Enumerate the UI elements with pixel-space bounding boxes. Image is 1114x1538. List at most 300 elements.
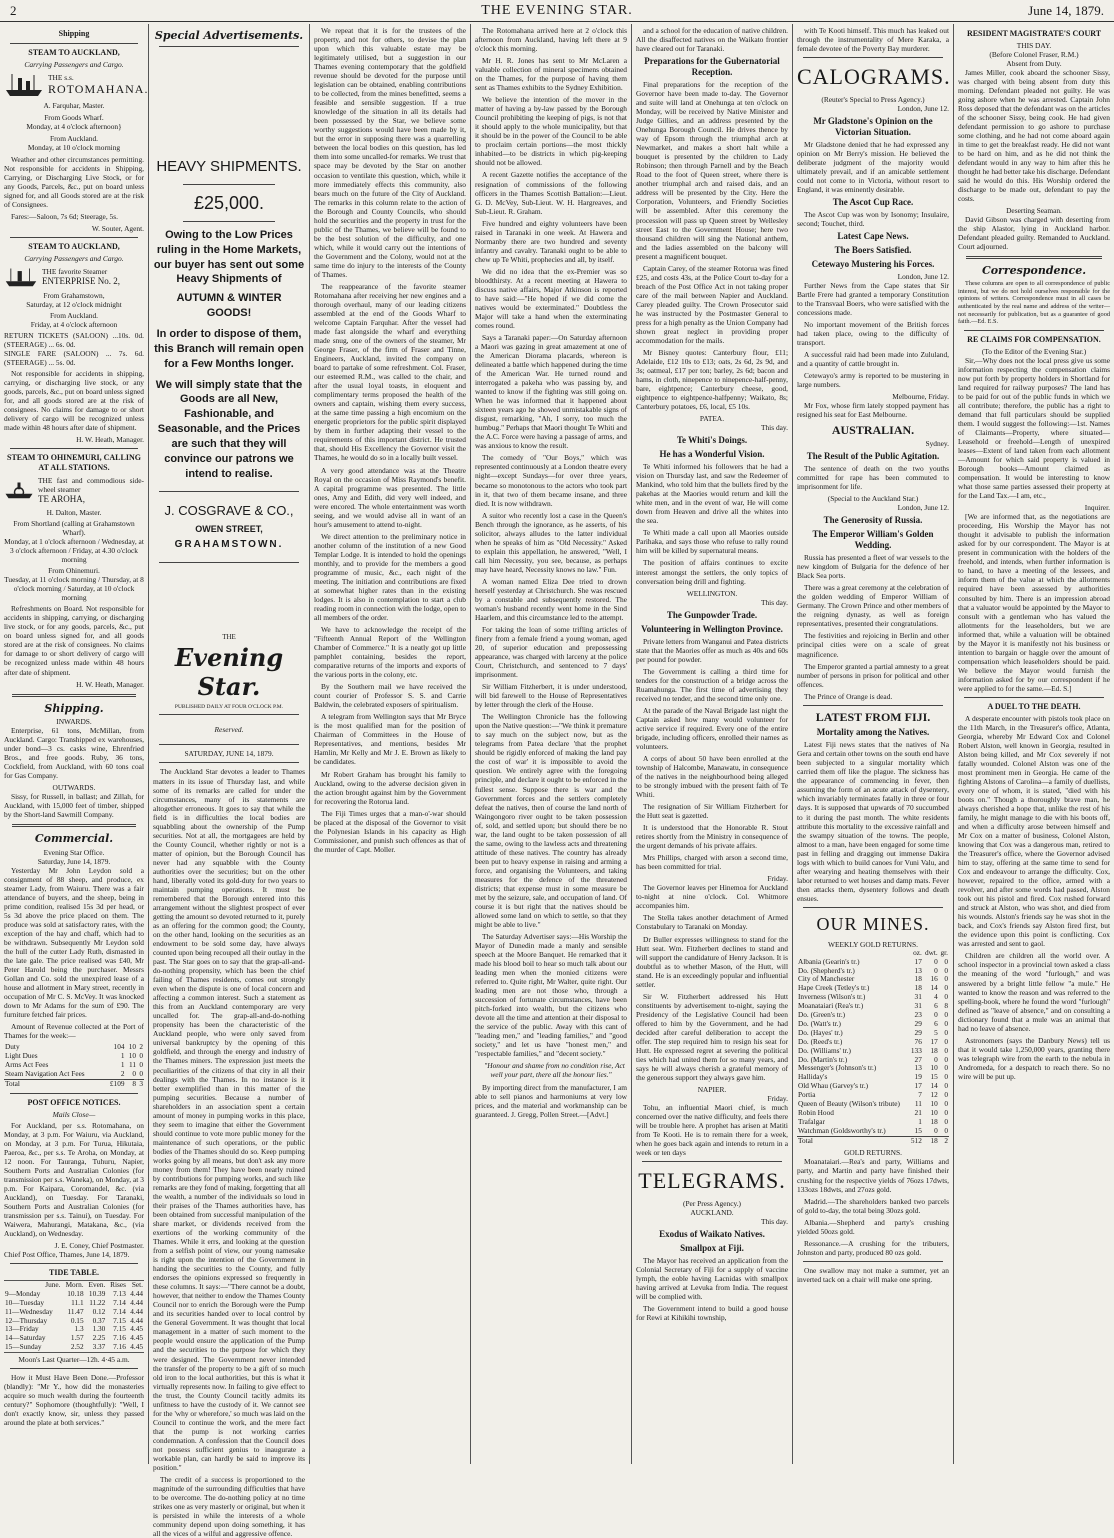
ad-notice: Weather and other circumstances permitting. Not responsible for accidents in Shipping, Carrying, or Discharging Live Stock, or for any Goods, Parcels, &c., put on board unless signed for, and all Goods stored are at the risk of Consignees. xyxy=(4,154,144,209)
news-paragraph: We direct attention to the preliminary notice in another column of the institution of a new Good Templar Lodge. It is intended to hold the openings monthly, and to provide for the members a good programme of music, &c., each night of the meeting. The initiation and contributions are fixed at somewhat higher rates than in the existing lodges. It is also in contemplation to start a club reading room in connection with the lodge, open to all members of the order. xyxy=(314,531,466,622)
news-paragraph: The Rotomahana arrived here at 2 o'clock this afternoon from Auckland, having left there at 9 o'clock this morning. xyxy=(475,26,627,54)
revenue-pence: 0 xyxy=(139,1069,143,1079)
tide-cell: 3.37 xyxy=(92,1342,106,1352)
mine-name: Halliday's xyxy=(798,1072,828,1082)
ad-goods: AUTUMN & WINTER GOODS! xyxy=(176,292,282,320)
tide-cell: 0.15 xyxy=(70,1315,84,1325)
tide-cell: 1.3 xyxy=(74,1324,84,1334)
mine-name: Watchman (Goldsworthy's tr.) xyxy=(798,1125,886,1135)
page-number: 2 xyxy=(10,2,17,18)
revenue-row xyxy=(4,1079,144,1088)
revenue-table xyxy=(4,1043,144,1088)
mine-name: Messenger's (Johnson's tr.) xyxy=(798,1063,877,1073)
tide-cell: 4.45 xyxy=(130,1324,143,1334)
tide-cell: 4.44 xyxy=(130,1288,143,1298)
news-paragraph: No important movement of the British forces had taken place, owing to the difficulty of transport. xyxy=(797,320,949,348)
returns-value: 0 xyxy=(944,1010,948,1020)
tide-cell: 11.22 xyxy=(89,1297,106,1307)
returns-value: 0 xyxy=(934,965,938,975)
returns-value: 6 xyxy=(934,1001,938,1011)
mine-name: Portia xyxy=(798,1090,816,1100)
column-court-correspondence xyxy=(958,26,1110,1464)
news-paragraph: For taking the loan of some trifling articles of finery from a female friend a young woman, aged 20, of superior education and prepossessing appearance, was charged with larceny at the police Court, Christchurch, and sentenced to 7 days' imprisonment. xyxy=(475,624,627,680)
news-paragraph: There was a great ceremony at the celebration of the golden wedding of Emperor William of Germany. The Crown Prince and other members of the reigning dynasty, as well as foreign representatives, presented their congratulations. xyxy=(797,583,949,629)
news-paragraph: It is understood that the Honorable R. Stout retires shortly from the Ministry in consequence of the urgent demands of his private affairs. xyxy=(636,823,788,851)
tide-cell: 4.45 xyxy=(130,1342,143,1352)
column-rule xyxy=(631,24,632,1464)
newspaper-title: THE EVENING STAR. xyxy=(481,2,633,18)
tide-cell: 4.45 xyxy=(130,1333,143,1343)
editor-note: [We are informed that, as the negotiations are proceeding, His Worship the Mayor has not thought it advisable to publish the information asked for by our correspondent. The Mayor is at present in communication with the holders of the freehold, and intends, when further information is to hand, to have a meeting of the lessees, and inform them of the value at which the allotments required have been assessed by authorities consulted by him. There is an impression abroad that a valuator would be appointed by the Mayor to consult with a gentleman who has valued the allotments for the leaseholders, but we are informed that, while a valuation will be obtained by the Mayor it is manifestly not his business or intention to bargain or haggle over the amount of compensation which leaseholders should be paid. We believe the Mayor would furnish the information asked for by our correspondent if he were applied to for the same.—Ed. S.] xyxy=(958,512,1110,693)
ship-ad-enterprise xyxy=(4,266,144,288)
returns-value: 2 xyxy=(944,1135,948,1145)
tide-table xyxy=(4,1280,144,1353)
tide-cell: 0.37 xyxy=(92,1315,106,1325)
gold-return-item: Moanataiari.—Rea's and party, Williams and party, and Martin and party have finished their crushing for the respective yields of 76ozs 17dwts, 133ozs 18dwts, and 27ozs gold. xyxy=(797,1157,949,1194)
news-paragraph: Astronomers (says the Danbury News) tell us that it would take 1,250,000 years, granting there was telegraph wire from the earth to the nebula in Andromeda, for a despatch to reach there. So no wire will be put up. xyxy=(958,1035,1110,1081)
publication-note: PUBLISHED DAILY AT FOUR O'CLOCK P.M. xyxy=(174,703,284,710)
tide-cell: 7.15 xyxy=(113,1324,126,1334)
news-paragraph: Dr Buller expresses willingness to stand for the Hutt seat. Wm. Fitzherbert declines to stand and will support the candidature of Henry Jackson. It is doubtful as to whether Mason, of the Hutt, will stand. He is an exceedingly popular and influential settler. xyxy=(636,934,788,989)
returns-value: 6 xyxy=(934,1018,938,1028)
news-paragraph: The Ascot Cup was won by Isonomy; Insulaire, second; Touchet, third. xyxy=(797,210,949,229)
news-paragraph: Te Whiti made a call upon all Maories outside Parihaka, and says those who refuse to rally round him will be killed by supernatural means. xyxy=(636,528,788,556)
news-paragraph: A desperate encounter with pistols took place on the 11th March, in the Treasurer's office, Atlanta, Georgia, whereby Mr Edward Cox and Colonel Robert Alston, well known in Georgia, resulted in Alston being killed, and Mr Cox severely if not fatally wounded. Colonel Alston was one of the most prominent men in Georgia. He came of the fighting Alstons of Carolina—a family of duellists, every one of whom, it is stated, "died with his boots on." Though a thoroughly brave man, he always cherished a hope that, unlike the rest of his family, he might manage to die with his boots off, and when a difficulty arose between himself and Mr Cox on a matter of business, Colonel Alston, knowing that Cox was a dangerous man, retired to the Treasurer's office, where the Governor advised him to stay, offering at the same time to send for Cox and endeavour to arrange the difficulty. Cox, however, repaired to the office, armed with a revolver, and after some words had passed, Alston took out his pistol and fired. Cox rushed forward and struck at Alston, who was shot, and died from his wounds. Alston's friends say he was shot in the back, and Cox's friends say Alston fired first, but the evidence upon this point is conflicting. Cox was arrested and sent to gaol. xyxy=(958,713,1110,949)
news-paragraph: We believe the intention of the mover in the matter of having a by-law passed by the Borough Council prohibiting the keeping of pigs, is not that it should apply to the whole municipality, but that it should be in the power of the Council to be able to proclaim certain portions—the most thickly inhabited—to be districts in which pig-keeping should not be allowed. xyxy=(475,95,627,168)
ship-ad-te-aroha xyxy=(4,476,144,505)
mine-name: Albania (Gearin's tr.) xyxy=(798,956,860,966)
letter-body: Sir,—Why does not the local press give us some information respecting the compensation claims now put forth by property holders in Shortland for land required for railway purposes? The land has to be paid for out of the public funds in which we all contribute; therefore, the public has a right to demand that full particulars should be supplied them. I would suggest the following:—1st. Names of Claimants—Property, where situated—Leasehold or freehold—Length of unexpired leases—Extent of land taken from each allotment—Amount for which said property is valued in Borough books—Amount claimed as compensation. It would be interesting to know what those same parties assessed their property at for the Land Tax.—I am, etc., xyxy=(958,355,1110,501)
returns-value: 0 xyxy=(944,983,948,993)
court-report: David Gibson was charged with deserting from the ship Alastor, lying in Auckland harbor. Defendant pleaded guilty. Remanded to Auckland. Court adjourned. xyxy=(958,215,1110,252)
departure-port: From Ohinemuri. xyxy=(48,566,100,576)
revenue-shillings: 0 xyxy=(132,1069,136,1079)
dateline: THIS DAY. xyxy=(1016,40,1052,50)
ad-amount: £25,000. xyxy=(193,192,265,213)
calograms-heading: CALOGRAMS. xyxy=(797,64,951,90)
news-paragraph: The Wellington Chronicle has the following upon the Native question:—"We think it premature to say much on the subject now, but as the telegrams from Patea declare 'that the prophet should be rigidly enforced of making the land pay the cost of war' it is impossible to avoid the question. We entirely agree with the foregoing principle, and declare it ought to be enforced in the fullest sense. Suppose there is war and the Government forces and the settlers completely defeat the natives, then of course the land north of Waingongoro river ought to be taken possession of, sold, and settled upon; but should there be no war, the land ought to be taken possession of all the same, owing to the lawless acts and threatening attitude of these natives. The country has already been put to heavy expense in raising and arming a force, and organising the Volunteers, and taking measures for the defence of the threatened districts; that expense must in some measure be met by the seizure, sale, and occupation of land. Of course it is but right that the natives should be allowed some land on which to settle, so that they might be able to live." xyxy=(475,712,627,929)
news-paragraph: A woman named Eliza Dee tried to drown herself yesterday at Christchurch. She was rescued by a constable and subsequently restored. The woman's husband recently went home in the Sind Haarlem, and this circumstance led to the attempt. xyxy=(475,576,627,622)
section-heading: Commercial. xyxy=(34,832,114,846)
returns-value: 10 xyxy=(930,1098,938,1108)
returns-value: 1 xyxy=(918,1116,922,1126)
gold-return-item: Ressonance.—A crushing for the tributers, Johnston and party, produced 80 ozs gold. xyxy=(797,1238,949,1257)
tide-cell: 14—Saturday xyxy=(5,1333,46,1343)
paddle-steamer-icon xyxy=(4,480,34,500)
tide-cell: 10.39 xyxy=(88,1288,106,1298)
returns-value: 14 xyxy=(930,983,938,993)
post-office-heading: POST OFFICE NOTICES. xyxy=(27,1097,121,1107)
ship-ad-rotomahana xyxy=(4,72,149,98)
editorial-paragraph: The credit of a success is proportioned to the magnitude of the surrounding difficulties that have to be overcome. The do-nothing policy at no time strikes one as very masterly or original, but when it is persisted in while the interests of a whole community depend upon doing something, it has all the vices of a wilful and aggressive offence. xyxy=(153,1474,305,1538)
mine-name: Robin Hood xyxy=(798,1107,834,1117)
mine-name: Do. (Green's tr.) xyxy=(798,1010,846,1020)
mine-name: Total xyxy=(798,1135,813,1145)
single-fares: SINGLE FARE (SALOON) ... 7s. 6d. (STEERAGE) ... 5s. 0d. xyxy=(4,349,144,368)
news-paragraph: Russia has presented a fleet of war vessels to the new kingdom of Bulgaria for the defence of her Black Sea ports. xyxy=(797,553,949,581)
returns-value: 0 xyxy=(944,1098,948,1108)
advertisement-notice: By importing direct from the manufacturer, I am able to sell pianos and harmoniums at very low prices, and the material and workmanship can be guaranteed. J. Gregg, Pollen Street.—[Advt.] xyxy=(475,1082,627,1119)
news-heading: Mr Gladstone's Opinion on the Victorian Situation. xyxy=(813,115,933,137)
filler-paragraph: One swallow may not make a summer, yet an inverted tack on a chair will make one spring. xyxy=(797,1265,949,1284)
tide-cell: 10—Tuesday xyxy=(5,1297,45,1307)
returns-value: 23 xyxy=(914,1010,922,1020)
section-heading: Shipping. xyxy=(44,701,104,715)
revenue-pounds: 2 xyxy=(120,1069,125,1079)
returns-value: 18 xyxy=(930,1116,938,1126)
departure-port: From Auckland. xyxy=(49,133,99,143)
news-paragraph: The Prince of Orange is dead. xyxy=(804,691,893,701)
mine-name: Do. (Shepherd's tr.) xyxy=(798,965,855,975)
post-office-notices: For Auckland, per s.s. Rotomahana, on Monday, at 3 p.m. For Waiuru, via Auckland, on Monday, at 3 p.m. For Turua, Hikutaia, Paeroa, &c., per s.s. Te Aroha, on Monday, at 12 noon. For Tauranga, Tuhuru, Napier, Southern Ports and Australian Colonies (for transmission per s.s. Waneka), on Monday, at 3 p.m. For Kaipara, Coromandel, &c. (via Auckland), on Tuesday. For Taranaki, Southern Ports and Australian Colonies (for transmission per s.s. Tainui), on Tuesday. For Waiwera, Mahurangi, Matakana, &c., (via Auckland), on Wednesday. xyxy=(4,1120,144,1239)
office-line: Evening Star Office. xyxy=(43,847,105,857)
tide-cell: 4.44 xyxy=(130,1297,143,1307)
ship-name: ROTOMAHANA. xyxy=(48,81,149,96)
revenue-item: Light Dues xyxy=(5,1051,38,1061)
tide-row xyxy=(4,1343,144,1352)
returns-value: 18 xyxy=(930,1135,938,1145)
news-paragraph: The Stella takes another detachment of Armed Constabulary to Taranaki on Monday. xyxy=(636,913,788,932)
news-paragraph: Private letters from Wanganui and Patea districts state that the Maories offer as much as 40s and 60s per pound for powder. xyxy=(636,636,788,664)
news-heading: The Boers Satisfied. xyxy=(834,245,912,256)
tide-cell: 9—Monday xyxy=(5,1288,41,1298)
ad-heading: STEAM TO AUCKLAND, xyxy=(28,47,120,57)
tide-cell: 11—Wednesday xyxy=(5,1306,53,1316)
news-paragraph: Children are children all the world over. A school inspector in a provincial town asked a class the meaning of the word "furlough," and was answered by a bright little fellow "a mule." He wanted to know the reason and was referred to the spelling-book, where he found the word "furlough" defined as "leave of absence," and on consulting a dictionary found that a mule was an animal that had no leave of absence. xyxy=(958,951,1110,1033)
news-paragraph: The Fiji Times urges that a man-o'-war should be placed at the disposal of the Governor to visit the Polynesian Islands in his capacity as High Commissioner, and punish such offences as that of the murder of Capt. Moller. xyxy=(314,808,466,854)
issue-date: June 14, 1879. xyxy=(1028,2,1104,18)
tide-cell: 7.14 xyxy=(113,1297,126,1307)
news-paragraph: Mr Gladstone denied that he had expressed any opinion on Mr Berry's mission. He believed the deliberate judgment of the majority would ultimately prevail, and if an amicable settlement could not come to in Victoria, without resort to England, it was eminently desirable. xyxy=(797,139,949,195)
returns-value: 0 xyxy=(944,1036,948,1046)
ad-notice: Refreshments on Board. Not responsible for accidents in shipping, carrying, or discharging live stock, or for any goods, parcels, &c., put on board unless signed for, and all goods stored are at the risk of consignees. No claims for damage to or short delivery of cargo will be recognized unless made within 48 hours after date of shipment. xyxy=(4,604,144,677)
returns-row xyxy=(797,1136,949,1145)
ad-heading: STEAM TO AUCKLAND, xyxy=(28,242,120,252)
dateline: Saturday, June 14, 1879. xyxy=(37,856,111,866)
departure-time: Friday, at 4 o'clock afternoon xyxy=(30,320,118,330)
column-rule xyxy=(309,24,310,1464)
subheading: INWARDS. xyxy=(56,716,92,726)
court-report: James Miller, cook aboard the schooner Sissy, was charged with being absent from duty this morning. Defendant pleaded not guilty. He was going ashore when he was arrested. Captain John Ross deposed that the defendant was on the articles of the schooner Sissy, being cook. He had given defendant permission to go ashore to purchase some clothing, and he had not come aboard again in time to get the breakfast ready. He did not want to be hard on him, and as he did not think the defendant would in any way to him after this he thought he had better take his discharge. Defendant said he would do this. His Worship ordered the discharge to be made out, defendant to pay the costs. xyxy=(958,67,1110,204)
news-paragraph: A very good attendance was at the Theatre Royal on the occasion of Miss Raymond's benefit. A capital programme was presented. The little ones, Amy and Edith, did very well indeed, and were encored. The whole entertainment was worth seeing, and we would advise all in want of an hour's amusement to attend to-night. xyxy=(314,465,466,529)
ship-name: ENTERPRISE No. 2, xyxy=(42,275,121,286)
mine-name: Do. (Watt's tr.) xyxy=(798,1018,841,1028)
news-paragraph: Further News from the Cape states that Sir Bartle Frere had granted a temporary Constitution to the Transvaal Boers, who were satisfied with the concessions made. xyxy=(797,281,949,318)
news-heading: The Emperor William's Golden Wedding. xyxy=(812,529,934,551)
revenue-pounds: 104 xyxy=(113,1042,125,1052)
tide-column-header: Even. xyxy=(88,1279,106,1289)
returns-value: 13 xyxy=(914,1063,922,1073)
column-telegrams xyxy=(636,26,788,1464)
fiji-heading: LATEST FROM FIJI. xyxy=(815,709,931,724)
ad-headline: HEAVY SHIPMENTS. xyxy=(156,158,302,176)
dateline: Friday. xyxy=(767,874,788,884)
returns-row xyxy=(797,1127,949,1136)
tide-table-heading: TIDE TABLE. xyxy=(49,1268,99,1278)
dateline: London, June 12. xyxy=(897,503,949,513)
ship-article: THE favorite Steamer xyxy=(42,266,108,276)
returns-value: 0 xyxy=(934,1125,938,1135)
post-office-subheading: Mails Close— xyxy=(52,1109,96,1119)
revenue-pence: 0 xyxy=(139,1051,143,1061)
letter-address: (To the Editor of the Evening Star.) xyxy=(981,346,1087,356)
mine-name: Do. (Williams' tr.) xyxy=(798,1045,851,1055)
ship-article: THE s.s. xyxy=(48,72,74,82)
returns-value: 0 xyxy=(944,992,948,1002)
tide-column-header: Morn. xyxy=(65,1279,84,1289)
ship-article: THE fast and commodious side-wheel steamer xyxy=(38,475,144,494)
returns-value: 0 xyxy=(944,1027,948,1037)
tide-cell: 11.47 xyxy=(67,1306,84,1316)
news-paragraph: By the Southern mail we have received the count courier of Professor S. S. and Carrie Baldwin, the celebrated exposers of spiritualism. xyxy=(314,682,466,710)
news-heading: Preparations for the Gubernatorial Reception. xyxy=(644,56,780,78)
ad-body: In order to dispose of them, this Branch will remain open for a Few Months longer. xyxy=(154,328,304,370)
revenue-item: Steam Navigation Act Fees xyxy=(5,1069,85,1079)
news-paragraph: Tohu, an influential Maori chief, is much concerned over the native difficulty, and feels there will be trouble here. A prophet has arisen at Matiti from Te Kooti. He is to remain there for a week, when he goes back again and intends to return in a week or ten days xyxy=(636,1103,788,1158)
mine-name: City of Manchester xyxy=(798,974,855,984)
section-heading: Correspondence. xyxy=(981,264,1087,278)
revenue-pence: 3 xyxy=(139,1078,143,1088)
revenue-pounds: 1 xyxy=(120,1060,125,1070)
editorial-paragraph: We repeat that it is for the trustees of the property, and not for others, to devise the plan upon which this valuable estate may be legitimately utilised, but a suggestion in our Thames evening contemporary that the goldfield revenue should be devoted for the purpose until legislation can be obtained, enabling contributions to be collected, from the mines benefitted, seems a feasible and sensible suggestion. If a true knowledge of the situation in all its details had been possessed by the Star, we believe some worthy suggestions would have been made by it, but the error in supposing there was a quarrelling between the local bodies on this question, has led them into some uncalled-for remarks. We trust that space may be devoted by the Star on another occasion to ventilate this question, which, while it more immediately effects this community, also bears much on the future of the City of Auckland. The remarks in this column relate to the action of the Borough and County Councils, who should hold the securities and the property in trust for the public of the Thames, we believe will be found to be the best solution of the difficulty, and one which, while it would carry out the intentions of the Government and the Colony, would not at the same time do injury to the interests of the County of Thames. xyxy=(314,26,466,279)
departure-port: From Grahamstown, xyxy=(43,290,105,300)
ad-notice: Not responsible for accidents in shipping, carrying, or discharging live stock, or any goods, parcels, &c., put on board unless signed for, and all goods stored are at the risk of consignees. No claims for damage to or short delivery of cargo will be recognized unless made within 48 hours after date of shipment. xyxy=(4,369,144,433)
revenue-intro: Amount of Revenue collected at the Port of Thames for the week:— xyxy=(4,1022,144,1041)
returns-value: 10 xyxy=(930,1063,938,1073)
ad-subheading: Carrying Passengers and Cargo. xyxy=(24,253,124,263)
returns-value: 17 xyxy=(914,1081,922,1091)
returns-value: 13 xyxy=(914,965,922,975)
shipping-outwards: Sissy, for Russell, in ballast; and Zillah, for Auckland, with 15,000 feet of timber, shipped by the Short-land Sawmill Company. xyxy=(4,792,144,820)
revenue-shillings: 10 xyxy=(128,1042,136,1052)
returns-value: 0 xyxy=(944,1107,948,1117)
news-heading: The Ascot Cup Race. xyxy=(832,197,914,208)
tide-cell: 0.12 xyxy=(92,1306,106,1316)
fares: Fares:—Saloon, 7s 6d; Steerage, 5s. xyxy=(11,211,118,221)
letter-signature: Inquirer. xyxy=(1084,503,1110,513)
news-paragraph: A corps of about 50 have been enrolled at the township of Halcombe, Manawatu, in consequence of the natives in the neighbourhood being alleged to be strongly imbued with the present faith of Te Whiti. xyxy=(636,753,788,800)
news-paragraph: and a school for the education of native children. All the disaffected natives on the Waikato frontier have cleared out for Taranaki. xyxy=(636,26,788,54)
returns-value: 18 xyxy=(930,1045,938,1055)
returns-value: 17 xyxy=(930,1036,938,1046)
returns-value: 0 xyxy=(934,1010,938,1020)
news-paragraph: We have to acknowledge the receipt of the "Fifteenth Annual Report of the Wellington Chamber of Commerce." It is a neatly got up little pamphlet containing, besides the report, comparative returns of the imports and exports of the various ports in the colony, etc. xyxy=(314,625,466,680)
returns-value: 0 xyxy=(934,956,938,966)
returns-value: 18 xyxy=(914,974,922,984)
returns-value: 0 xyxy=(934,1054,938,1064)
case-heading: Absent from Duty. xyxy=(1006,58,1062,68)
column-cablegrams xyxy=(797,26,949,1464)
returns-value: 0 xyxy=(944,1072,948,1082)
returns-value: 0 xyxy=(944,1045,948,1055)
revenue-item: Arms Act Fees xyxy=(5,1060,49,1070)
tide-cell: 1.30 xyxy=(92,1324,106,1334)
revenue-shillings: 8 xyxy=(132,1078,136,1088)
news-paragraph: The reappearance of the favorite steamer Rotomahana after receiving her new engines and a thorough overhaul, many of our leading citizens assembled at the end of the Goods Wharf to welcome Captain Farquhar. After the vessel had made fast alongside the wharf and everything made snug, one of the owners of the steamer, Mr George Fraser, of the firm of Fraser and Tinne, Engineers, Auckland, invited the company on board to partake of some refreshment. Col. Fraser, our esteemed R.M., was called to the chair, and after the usual loyal toasts, in eloquent and complimentary terms proposed the health of the owners and captain, wishing them every success, at the same time passing a high encomium on the energetic proprietors for the public spirit displayed by them in further adapting their vessel to the requirements of this important district. He trusted that, should His Excellency the Governor visit the Thames, he would do so in a locally built vessel. xyxy=(314,281,466,463)
returns-value: 15 xyxy=(930,1072,938,1082)
returns-value: 0 xyxy=(944,1125,948,1135)
section-heading: Special Advertisements. xyxy=(154,29,304,42)
returns-value: 10 xyxy=(930,1107,938,1117)
quoted-verse: "Honour and shame from no condition rise, Act well your part, there all the honour lies." xyxy=(484,1061,625,1080)
mine-name: Old Whau (Garvey's tr.) xyxy=(798,1081,869,1091)
departure-port: From Auckland. xyxy=(49,311,99,320)
mine-name: Trafalgar xyxy=(798,1116,825,1126)
returns-value: 5 xyxy=(934,1027,938,1037)
news-paragraph: The Saturday Advertiser says:—His Worship the Mayor of Dunedin made a manly and sensible speech at the Moore Banquet. He remarked that it made his blood boil to hear so much talk about our leading men when the monied citizens were referred to. Quite right, Mr Walter, quite right. Our leading men are not those who, through a succession of fortunate circumstances, have been pitch-forked into wealth, but the citizens who devote all the time and attention at their disposal to the service of the public. Away with this cant of "leading men," and "leading families," and "good society," and let us have "honest men," and "respectable families," and "decent society." xyxy=(475,932,627,1059)
news-heading: Latest Cape News. xyxy=(837,231,909,242)
column-rule xyxy=(148,24,149,1464)
returns-value: 19 xyxy=(914,1072,922,1082)
news-paragraph: The resignation of Sir William Fitzherbert for the Hutt seat is gazetted. xyxy=(636,802,788,821)
gold-returns-table xyxy=(797,949,949,1146)
editorial-leader: The Auckland Star devotes a leader to Thames matters in its issue of Thursday last, and while some of its remarks are called for under the circumstances, many of its statements are altogether erroneous. It goes to say that while the field is in difficulties the local bodies are squabbling about the ownership of the Pump securities. Not at all, the mortgagees are held by the County Council, whether rightly or not is a matter of opinion, but the Borough Council has never had any squabble with the County authorities over the securities; but on the other hand, liberally voted its gold-duty for two years to maintain pumping operations. It must be remembered that the Borough entered into this arrangement without the slightest prospect of ever getting the amount so devoted returned to it, purely as an offering for the common good; the County, on the other hand, looking on the securities as an endowment to be sold some day, have always counted upon being recouped all their outlay in the past. The Star goes on to say that the grap-all-and-do-nothing propensity, which has been the chief failing of Thames residents, comes out strongly even when the dispute is one of local concern and affecting a common interest. Such a statement as this from an Auckland contemporary are very uncalled for. The grap-all-and-do-nothing propensity has been the characteristic of the Auckland people, who were only saved from universal bankruptcy by the opening of this goldfield, and through the energy and industry of the Thames miners. The expression just meets the peculiarities of the citizens of that city in all their dealings with the Thames. In no instance is it better exemplified than in this matter of the pumping securities. Because a number of shareholders in an association spent a certain amount of money in pumping works in this place, they seem to imagine that either the Government should continue to vote more public money for the maintenance of such operations, or the public bodies of the Thames should do so. Keep pumping works going by all means, but don't ask any more money from them! They have been nearly ruined by contributions for pumping works, and such like remarks are they fond of making, forgetting that all the wealth, a number of the individuals so loud in their praises of the Thames authorities have, has been obtained from successful manipulation of the share market, or dividends received from the exertions of the working community of the Thames. While it errs, and looking at the question from a selfish point of view, our young namesake is right upon the intention of the Government in handing the securities to the County, and fully endorses the opinions expressed so frequently in these columns. It says:—"There cannot be a doubt, however, that neither to endow the Thames County Council nor to enrich the Borough were the Pump and its securities handed over to local control by the General Government. It was thought that local management in a matter of such moment to the people would ensure the application of the Pump and the securities to the purpose for which they were designed. The Government never intended the transfer of the property to be a gift of so much old iron to the local authorities, but this is what it virtually represents now. In failing to give effect to the trust, the County Council tacitly admits its unfitness to have the custody of it. We cannot see for the 'why or wherefore,' so much was laid on the Council to continue the work, and the mere fact that the pump is not working carries condemnation. A confession that the Council does not possess sufficient genius to inaugurate a workable plan, can hardly be said to improve its position." xyxy=(153,767,305,1472)
ad-subheading: Carrying Passengers and Cargo. xyxy=(24,59,124,69)
return-fares: RETURN TICKETS (SALOON) ...10s. 0d. (STEERAGE) ... 6s. 0d. xyxy=(4,331,144,350)
returns-value: 133 xyxy=(910,1045,922,1055)
letter-heading: RE CLAIMS FOR COMPENSATION. xyxy=(967,334,1101,344)
departure-time: Monday, at 10 o'clock morning xyxy=(27,142,121,152)
ship-master: A. Farquhar, Master. xyxy=(43,100,105,110)
editorial-dateline: SATURDAY, JUNE 14, 1879. xyxy=(184,749,274,759)
tide-cell: 4.44 xyxy=(130,1315,143,1325)
tide-cell: 7.16 xyxy=(113,1333,126,1343)
tide-cell: 10.18 xyxy=(67,1288,84,1298)
agent-signature: H. W. Heath, Manager. xyxy=(76,435,144,445)
agent-signature: W. Souter, Agent. xyxy=(91,224,144,234)
news-heading: Smallpox at Fiji. xyxy=(680,1243,744,1254)
cosgrave-advertisement xyxy=(153,157,305,562)
cable-source: (Reuter's Special to Press Agency.) xyxy=(821,94,925,104)
revenue-shillings: 10 xyxy=(128,1051,136,1061)
revenue-pounds: 1 xyxy=(120,1051,125,1061)
court-presiding: (Before Colonel Fraser, R.M.) xyxy=(989,49,1079,59)
returns-value: 12 xyxy=(930,1090,938,1100)
dateline: This day. xyxy=(760,597,788,607)
news-paragraph: A telegram from Wellington says that Mr Bryce is the most qualified man for the position of Chairman of Committees in the House of Representatives, and mentions, besides Mr Hamlin, Mr Kelly and Mr J. E. Brown as likely to be candidates. xyxy=(314,712,466,767)
shipping-inwards: Enterprise, 61 tons, McMillan, from Auckland. Cargo: Transhipped ex warehouses, under bond—3 cs. casks wine, Ehrenfried Bros., and free goods. Ruby, 36 tons, Cockfield, from Auckland, with 60 tons coal for Gas Company. xyxy=(4,726,144,781)
place-heading: PATEA. xyxy=(699,414,725,424)
subheading: OUTWARDS. xyxy=(52,783,96,793)
tide-column-header: Rises xyxy=(110,1279,126,1289)
returns-value: 0 xyxy=(944,1081,948,1091)
correspondence-notice: These columns are open to all correspondence of public interest, but we do not hold ourselves responsible for the opinions of writers. Correspondence must in all cases be authenticated by the real name and address of the writer—not necessarily for publication, but as a guarantee of good faith.—Ed. E.S. xyxy=(958,279,1110,326)
news-heading: Mortality among the Natives. xyxy=(816,727,930,738)
ad-heading: STEAM TO OHINEMURI, CALLING AT ALL STATIONS. xyxy=(7,453,141,473)
news-paragraph: The comedy of "Our Boys," which was represented continuously at a London theatre every night—except Sundays—for over three years, became so monotonous to the actors who took part in it, that two of them became insane, and three died. It is now withdrawn. xyxy=(475,453,627,508)
mine-name: Moanataiari (Rea's tr.) xyxy=(798,1001,864,1011)
returns-value: 4 xyxy=(934,992,938,1002)
news-paragraph: Mrs Phillips, charged with arson a second time, has been committed for trial. xyxy=(636,853,788,872)
column-shipping xyxy=(4,26,149,1464)
mines-heading: OUR MINES. xyxy=(816,913,930,934)
news-paragraph: Final preparations for the reception of the Governor have been made to-day. The Governor and suite will land at Onehunga at ten o'clock on Monday, will be received by Native Minister and Judge Gillies, and an address presented by the Onehunga Borough Council. He drives thence by way of Epsom through the triumphal arch at Newmarket, and makes a short halt while a bouquet is presented by the children to Lady Robinson; then through Parnell and by the Beach Road to the foot of Queen street, where there is another triumphal arch and raised dais, and an address will be presented by the City. Here the Corporation, Volunteers, and Friendly Societies will be assembled. After this ceremony the procession will pass up Queen street by Wellesley street East to the Government House; here two thousand children will sing the National anthem, and the ladies assembled on the balcony will present a magnificent bouquet. xyxy=(636,80,788,261)
firm-town: GRAHAMSTOWN. xyxy=(174,539,284,551)
ship-master: H. Dalton, Master. xyxy=(46,507,102,517)
tide-cell: 12—Thursday xyxy=(5,1315,48,1325)
moon-phase: Moon's Last Quarter—12h. 4·45 a.m. xyxy=(18,1355,130,1365)
column-advertisements xyxy=(153,26,305,1538)
news-paragraph: The Governor leaves per Hinemoa for Auckland to-night at nine o'clock. Col. Whitmore accompanies him. xyxy=(636,883,788,911)
revenue-item: Total xyxy=(5,1078,20,1088)
returns-value: 29 xyxy=(914,1018,922,1028)
news-paragraph: Te Whiti informed his followers that he had a vision on Thursday last, and saw the Redeemer of Mankind, who told him that the bullets fired by the pakehas at the Maories would return and kill the white men, and in the event of war, He will come down from Heaven and drive all the whites into the sea. xyxy=(636,462,788,526)
tide-cell: 7.14 xyxy=(113,1306,126,1316)
postmaster-signature: J. E. Coney, Chief Postmaster. xyxy=(54,1241,144,1251)
news-paragraph: Says a Taranaki paper:—On Saturday afternoon a Maori was gazing in great amazement at one of the American Diorama placards, whereon is delineated a battle which happened during the time of the American War. He turned round and interrogated a pakeha who was passing by, and wanted to know if the fighting was still going on. When he was informed that it happened about sixteen years ago he showed unmistakable signs of disgust, remarking, "Ah, I sorry, too much the humbug." Perhaps that Maori thought Te Whiti and the A.C. Force were having a passage of arms, and was anxious to know the result. xyxy=(475,333,627,451)
news-paragraph: Sir William Fitzherbert, it is under understood, will bid farewell to the House of Representatives by letter through the clerk of the House. xyxy=(475,682,627,710)
dateline: This day. xyxy=(760,423,788,433)
revenue-item: Duty xyxy=(5,1042,20,1052)
gold-return-item: Albania.—Shepherd and party's crushing yielded 50ozs gold. xyxy=(797,1217,949,1236)
place-heading: WELLINGTON. xyxy=(686,588,738,598)
steamship-icon xyxy=(4,72,44,98)
tide-cell: 7.13 xyxy=(113,1288,126,1298)
news-heading: Exodus of Waikato Natives. xyxy=(659,1229,765,1240)
mine-name: Queen of Beauty (Wilson's tribute) xyxy=(798,1098,900,1108)
column-rule xyxy=(792,24,793,1464)
returns-value: 0 xyxy=(944,1116,948,1126)
dateline: This day. xyxy=(760,1217,788,1227)
news-heading: The Gunpowder Trade. xyxy=(666,609,758,620)
returns-value: 76 xyxy=(914,1036,922,1046)
returns-value: 512 xyxy=(910,1135,922,1145)
place-heading: NAPIER. xyxy=(697,1085,727,1094)
news-paragraph: At the parade of the Naval Brigade last night the Captain asked how many would volunteer for active service if required. Every one of the entire brigade, including officers, enrolled their names as volunteers. xyxy=(636,705,788,751)
tide-cell: 4.44 xyxy=(130,1306,143,1316)
revenue-pounds: £109 xyxy=(109,1078,125,1088)
telegrams-source: (Per Press Agency.) xyxy=(682,1199,742,1209)
tide-cell: 13—Friday xyxy=(5,1324,39,1334)
dateline: London, June 12. xyxy=(897,272,949,282)
departure-time: Monday, at 4 o'clock afternoon} xyxy=(26,121,122,131)
news-paragraph: The festivities and rejoicing in Berlin and other principal cities were on a scale of great magnificence. xyxy=(797,631,949,659)
news-paragraph: Mr Robert Graham has brought his family to Auckland, owing to the adverse decision given in the action brought against him by the Government for recovering the Rotorua land. xyxy=(314,769,466,806)
returns-value: 0 xyxy=(944,1090,948,1100)
departure-times: Tuesday, at 11 o'clock morning / Thursday, at 8 o'clock morning / Saturday, at 10 o'clock morning xyxy=(4,575,144,603)
news-paragraph: Cetewayo's army is reported to be mustering in large numbers. xyxy=(797,371,949,390)
news-paragraph: with Te Kooti himself. This much has leaked out through the instrumentality of Mere Karaka, a female devotee of the Poverty Bay murderer. xyxy=(797,26,949,54)
ship-name: TE AROHA, xyxy=(38,494,85,504)
court-heading: RESIDENT MAGISTRATE'S COURT xyxy=(966,29,1102,38)
returns-value: 0 xyxy=(944,1054,948,1064)
masthead-article: THE xyxy=(222,632,236,641)
case-heading: Deserting Seaman. xyxy=(1006,206,1062,216)
returns-column-header: oz. xyxy=(913,947,922,957)
ad-body: We will simply state that the Goods are all New, Fashionable, and Seasonable, and the Prices are such that they will convince our patrons we intend to realise. xyxy=(155,378,303,480)
returns-column-header: dwt. xyxy=(924,947,938,957)
ad-body: Owing to the Low Prices ruling in the Home Markets, our buyer has sent out some Heavy Shipments of xyxy=(153,228,305,286)
gold-returns-heading: WEEKLY GOLD RETURNS. xyxy=(828,939,918,949)
dateline: Sydney. xyxy=(925,439,949,449)
news-paragraph: Latest Fiji news states that the natives of Na Gera and certain other towns on the south end have been subjected to a singular mortality which carried them off like the plague. The sickness has the appearance of commencing in fever, then assuming the form of an acute attack of dysentery, which invariably terminates fatally in three or four days. It is supposed that upwards of 70 succumbed to it during the past month. The white residents attribute this mortality to the excessive rainfall and the swampy situation of the towns. The people, almost to a man, have been engaged for some time past in felling and dragging out immense Dakira logs with which to build canoes for Vuni Valu, and after wearying and heating themselves with their labor returned to wet houses and damp mats. Fever then attacks them, dysentery follows and death ensues. xyxy=(797,740,949,903)
returns-value: 17 xyxy=(914,956,922,966)
revenue-shillings: 11 xyxy=(128,1060,136,1070)
news-paragraph: The Government intend to build a good house for Rewi at Kihikihi township, xyxy=(636,1304,788,1323)
market-quotes: Mr Bisney quotes: Canterbury flour, £11; Adelaide, £12 10s to £13; oats, 2s 6d, 2s 9d, and 3s; oatmeal, £17 per ton; barley, 2s 6d; bacon and hams, in cloth, ninepence to ninepence-half-penny, bare, eightpence; Canterbury cheese, good, eightpence to eightpence-halfpenny; Waikato, 8s; Canterbury potatoes, £6, local, £5 10s. xyxy=(636,347,788,412)
column-rule xyxy=(953,24,954,1464)
gold-return-item: Madrid.—The shareholders banked two parcels of gold to-day, the total being 30ozs gold. xyxy=(797,1196,949,1215)
tide-cell: 7.16 xyxy=(113,1342,126,1352)
mine-name: Inverness (Wilson's tr.) xyxy=(798,992,866,1002)
news-heading: He has a Wonderful Vision. xyxy=(659,449,765,460)
tide-column-header: Set. xyxy=(131,1279,143,1289)
departure-times: Monday, at 1 o'clock afternoon / Wednesday, at 3 o'clock afternoon / Friday, at 4.30 o'clock morning xyxy=(4,537,144,565)
returns-value: 21 xyxy=(914,1107,922,1117)
dateline: London, June 12. xyxy=(897,103,949,113)
departure-port: From Goods Wharf. xyxy=(44,112,104,122)
returns-value: 0 xyxy=(944,965,948,975)
